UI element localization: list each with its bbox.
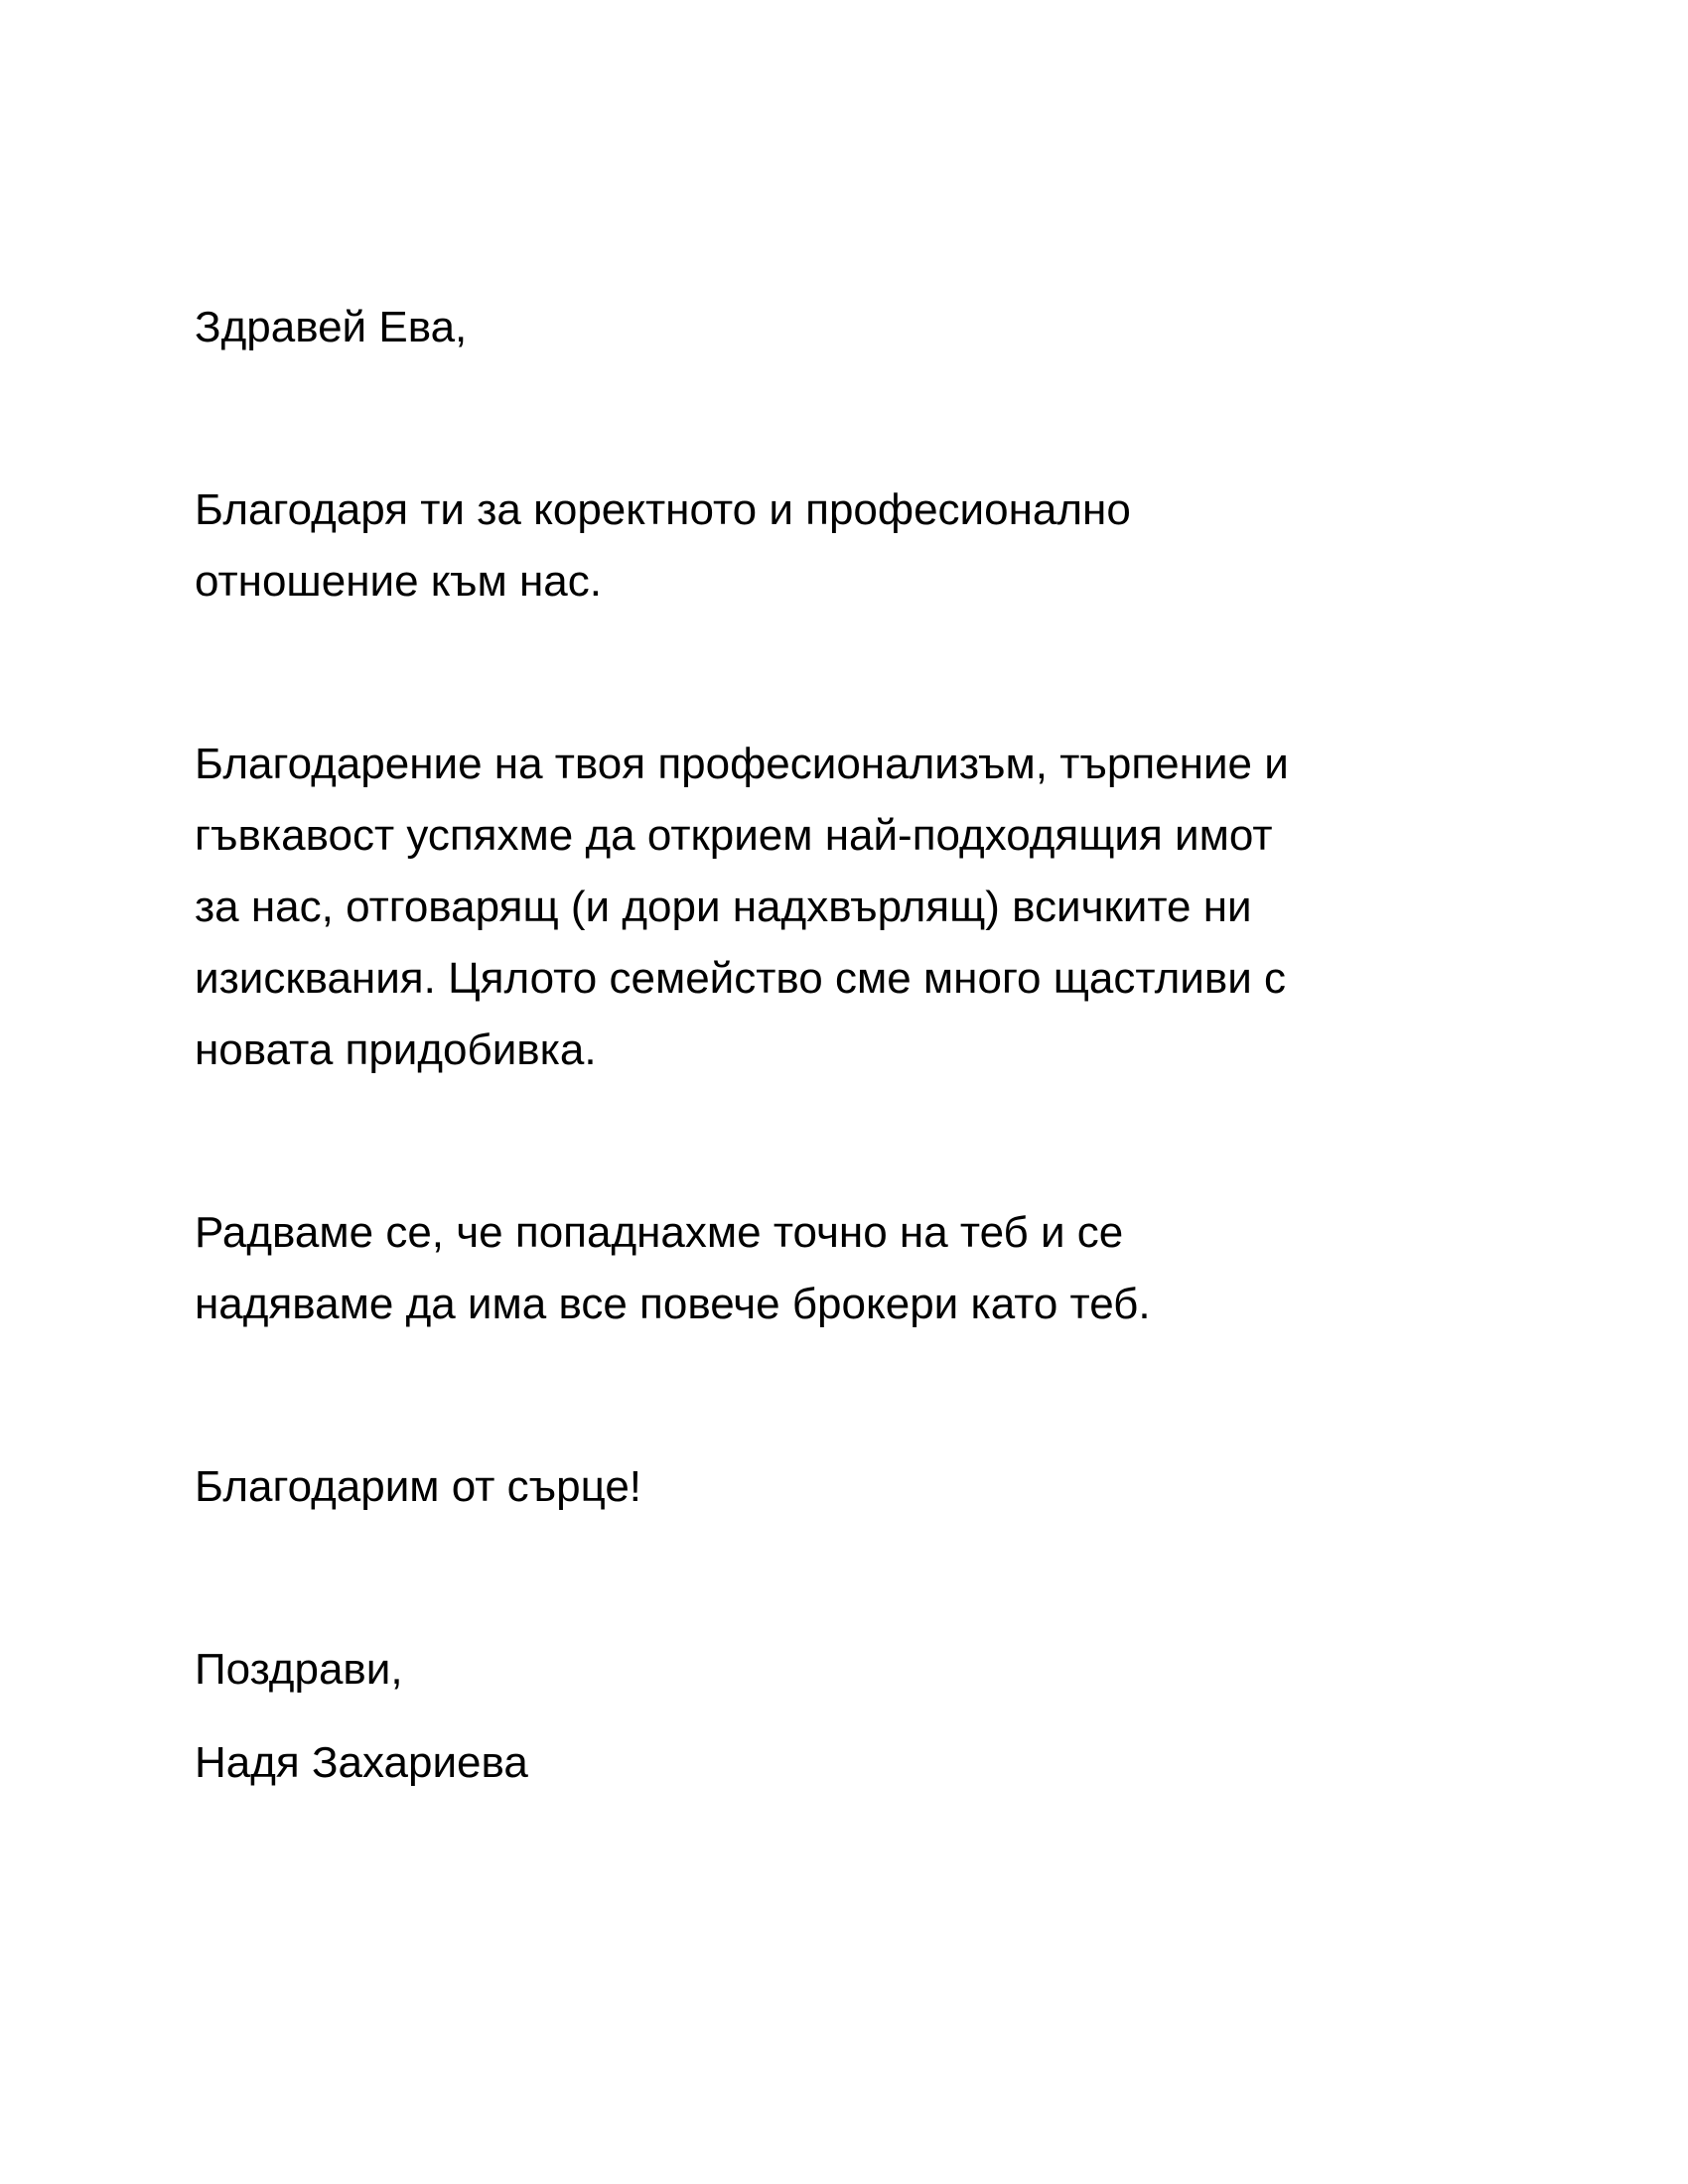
letter-signature: Надя Захариева — [195, 1738, 528, 1787]
letter-greeting: Здравей Ева, — [195, 303, 468, 351]
paragraph-line: Благодаря ти за коректното и професионално — [195, 485, 1131, 534]
paragraph-line: гъвкавост успяхме да открием най-подходящия имот — [195, 811, 1273, 860]
letter-thanks: Благодарим от сърце! — [195, 1462, 642, 1511]
paragraph-line: Благодарение на твоя професионализъм, търпение и — [195, 740, 1289, 788]
paragraph-line: за нас, отговарящ (и дори надхвърлящ) всичките ни — [195, 883, 1252, 931]
paragraph-line: изисквания. Цялото семейство сме много щастливи с — [195, 954, 1287, 1003]
letter-body — [195, 292, 1505, 1799]
paragraph-line: надяваме да има все повече брокери като теб. — [195, 1280, 1151, 1328]
paragraph-wishes — [195, 1197, 1505, 1340]
letter-closing: Поздрави, — [195, 1645, 403, 1694]
paragraph-line: новата придобивка. — [195, 1025, 597, 1074]
paragraph-appreciation — [195, 475, 1505, 617]
paragraph-line: отношение към нас. — [195, 557, 602, 606]
paragraph-details — [195, 729, 1505, 1086]
paragraph-line: Радваме се, че попаднахме точно на теб и се — [195, 1208, 1124, 1257]
